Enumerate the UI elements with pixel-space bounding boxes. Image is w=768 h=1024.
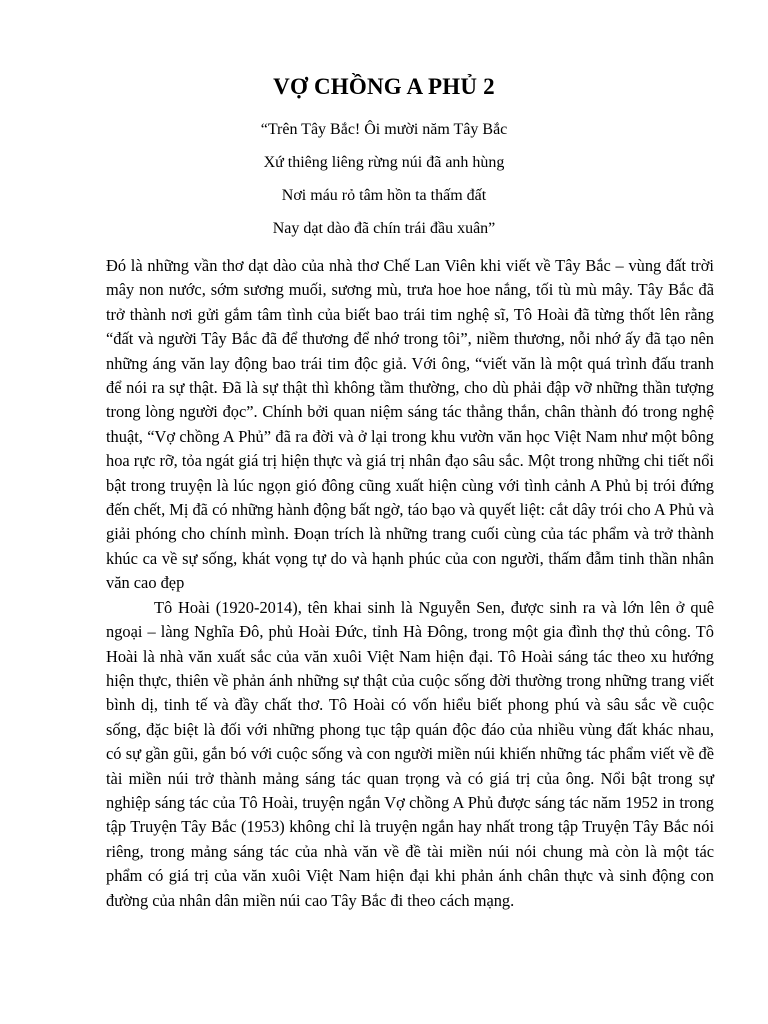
poem-block [0, 120, 768, 252]
document-title: VỢ CHỒNG A PHỦ 2 [273, 74, 495, 99]
poem-line-1: “Trên Tây Bắc! Ôi mười năm Tây Bắc [260, 121, 508, 138]
body-text [106, 254, 714, 913]
poem-line-2: Xứ thiêng liêng rừng núi đã anh hùng [263, 154, 505, 171]
paragraph-author: Tô Hoài (1920-2014), tên khai sinh là Nguyễn Sen, được sinh ra và lớn lên ở quê ngoại – làng Nghĩa Đô, phủ Hoài Đức, tỉnh Hà Đông, trong một gia đình thợ thủ công. Tô Hoài là nhà văn xuất sắc của văn xuôi Việt Nam hiện đại. Tô Hoài sáng tác theo xu hướng hiện thực, thiên về phản ánh những sự thật của cuộc sống đời thường trong những trang viết bình dị, tinh tế và đầy chất thơ. Tô Hoài có vốn hiểu biết phong phú và sâu sắc về cuộc sống, đặc biệt là đối với những phong tục tập quán độc đáo của nhiều vùng đất khác nhau, có sự gần gũi, gắn bó với cuộc sống và con người miền núi khiến những tác phẩm viết về đề tài miền núi trở thành mảng sáng tác quan trọng và có giá trị của ông. Nổi bật trong sự nghiệp sáng tác của Tô Hoài, truyện ngắn Vợ chồng A Phủ được sáng tác năm 1952 in trong tập Truyện Tây Bắc (1953) không chỉ là truyện ngắn hay nhất trong tập Truyện Tây Bắc nói riêng, trong mảng sáng tác của nhà văn về đề tài miền núi nói chung mà còn là một tác phẩm có giá trị của văn xuôi Việt Nam hiện đại khi phản ánh chân thực và sinh động con đường của nhân dân miền núi cao Tây Bắc đi theo cách mạng. [106, 597, 714, 910]
paragraph-intro: Đó là những vần thơ dạt dào của nhà thơ Chế Lan Viên khi viết về Tây Bắc – vùng đất trời mây non nước, sớm sương muối, sương mù, trưa hoe hoe nắng, tối tù mù mây. Tây Bắc đã trở thành nơi gửi gắm tâm tình của biết bao trái tim nghệ sĩ, Tô Hoài đã từng thốt lên rằng “đất và người Tây Bắc đã để thương để nhớ trong tôi”, niềm thương, nỗi nhớ ấy đã tạo nên những áng văn lay động bao trái tim độc giả. Với ông, “viết văn là một quá trình đấu tranh để nói ra sự thật. Đã là sự thật thì không tầm thường, cho dù phải đập vỡ những thần tượng trong lòng người đọc”. Chính bởi quan niệm sáng tác thẳng thắn, chân thành đó trong nghệ thuật, “Vợ chồng A Phủ” đã ra đời và ở lại trong khu vườn văn học Việt Nam như một bông hoa rực rỡ, tỏa ngát giá trị hiện thực và giá trị nhân đạo sâu sắc. Một trong những chi tiết nổi bật trong truyện là lúc ngọn gió đông cũng xuất hiện cùng với tình cảnh A Phủ bị trói đứng đến chết, Mị đã có những hành động bất ngờ, táo bạo và quyết liệt: cắt dây trói cho A Phủ và giải phóng cho chính mình. Đoạn trích là những trang cuối cùng của tác phẩm và trở thành khúc ca về sự sống, khát vọng tự do và hạnh phúc của con người, thấm đẫm tinh thần nhân văn cao đẹp [106, 256, 714, 593]
poem-line-3: Nơi máu rỏ tâm hồn ta thấm đất [281, 187, 487, 204]
poem-line-4: Nay dạt dào đã chín trái đầu xuân” [272, 220, 496, 237]
